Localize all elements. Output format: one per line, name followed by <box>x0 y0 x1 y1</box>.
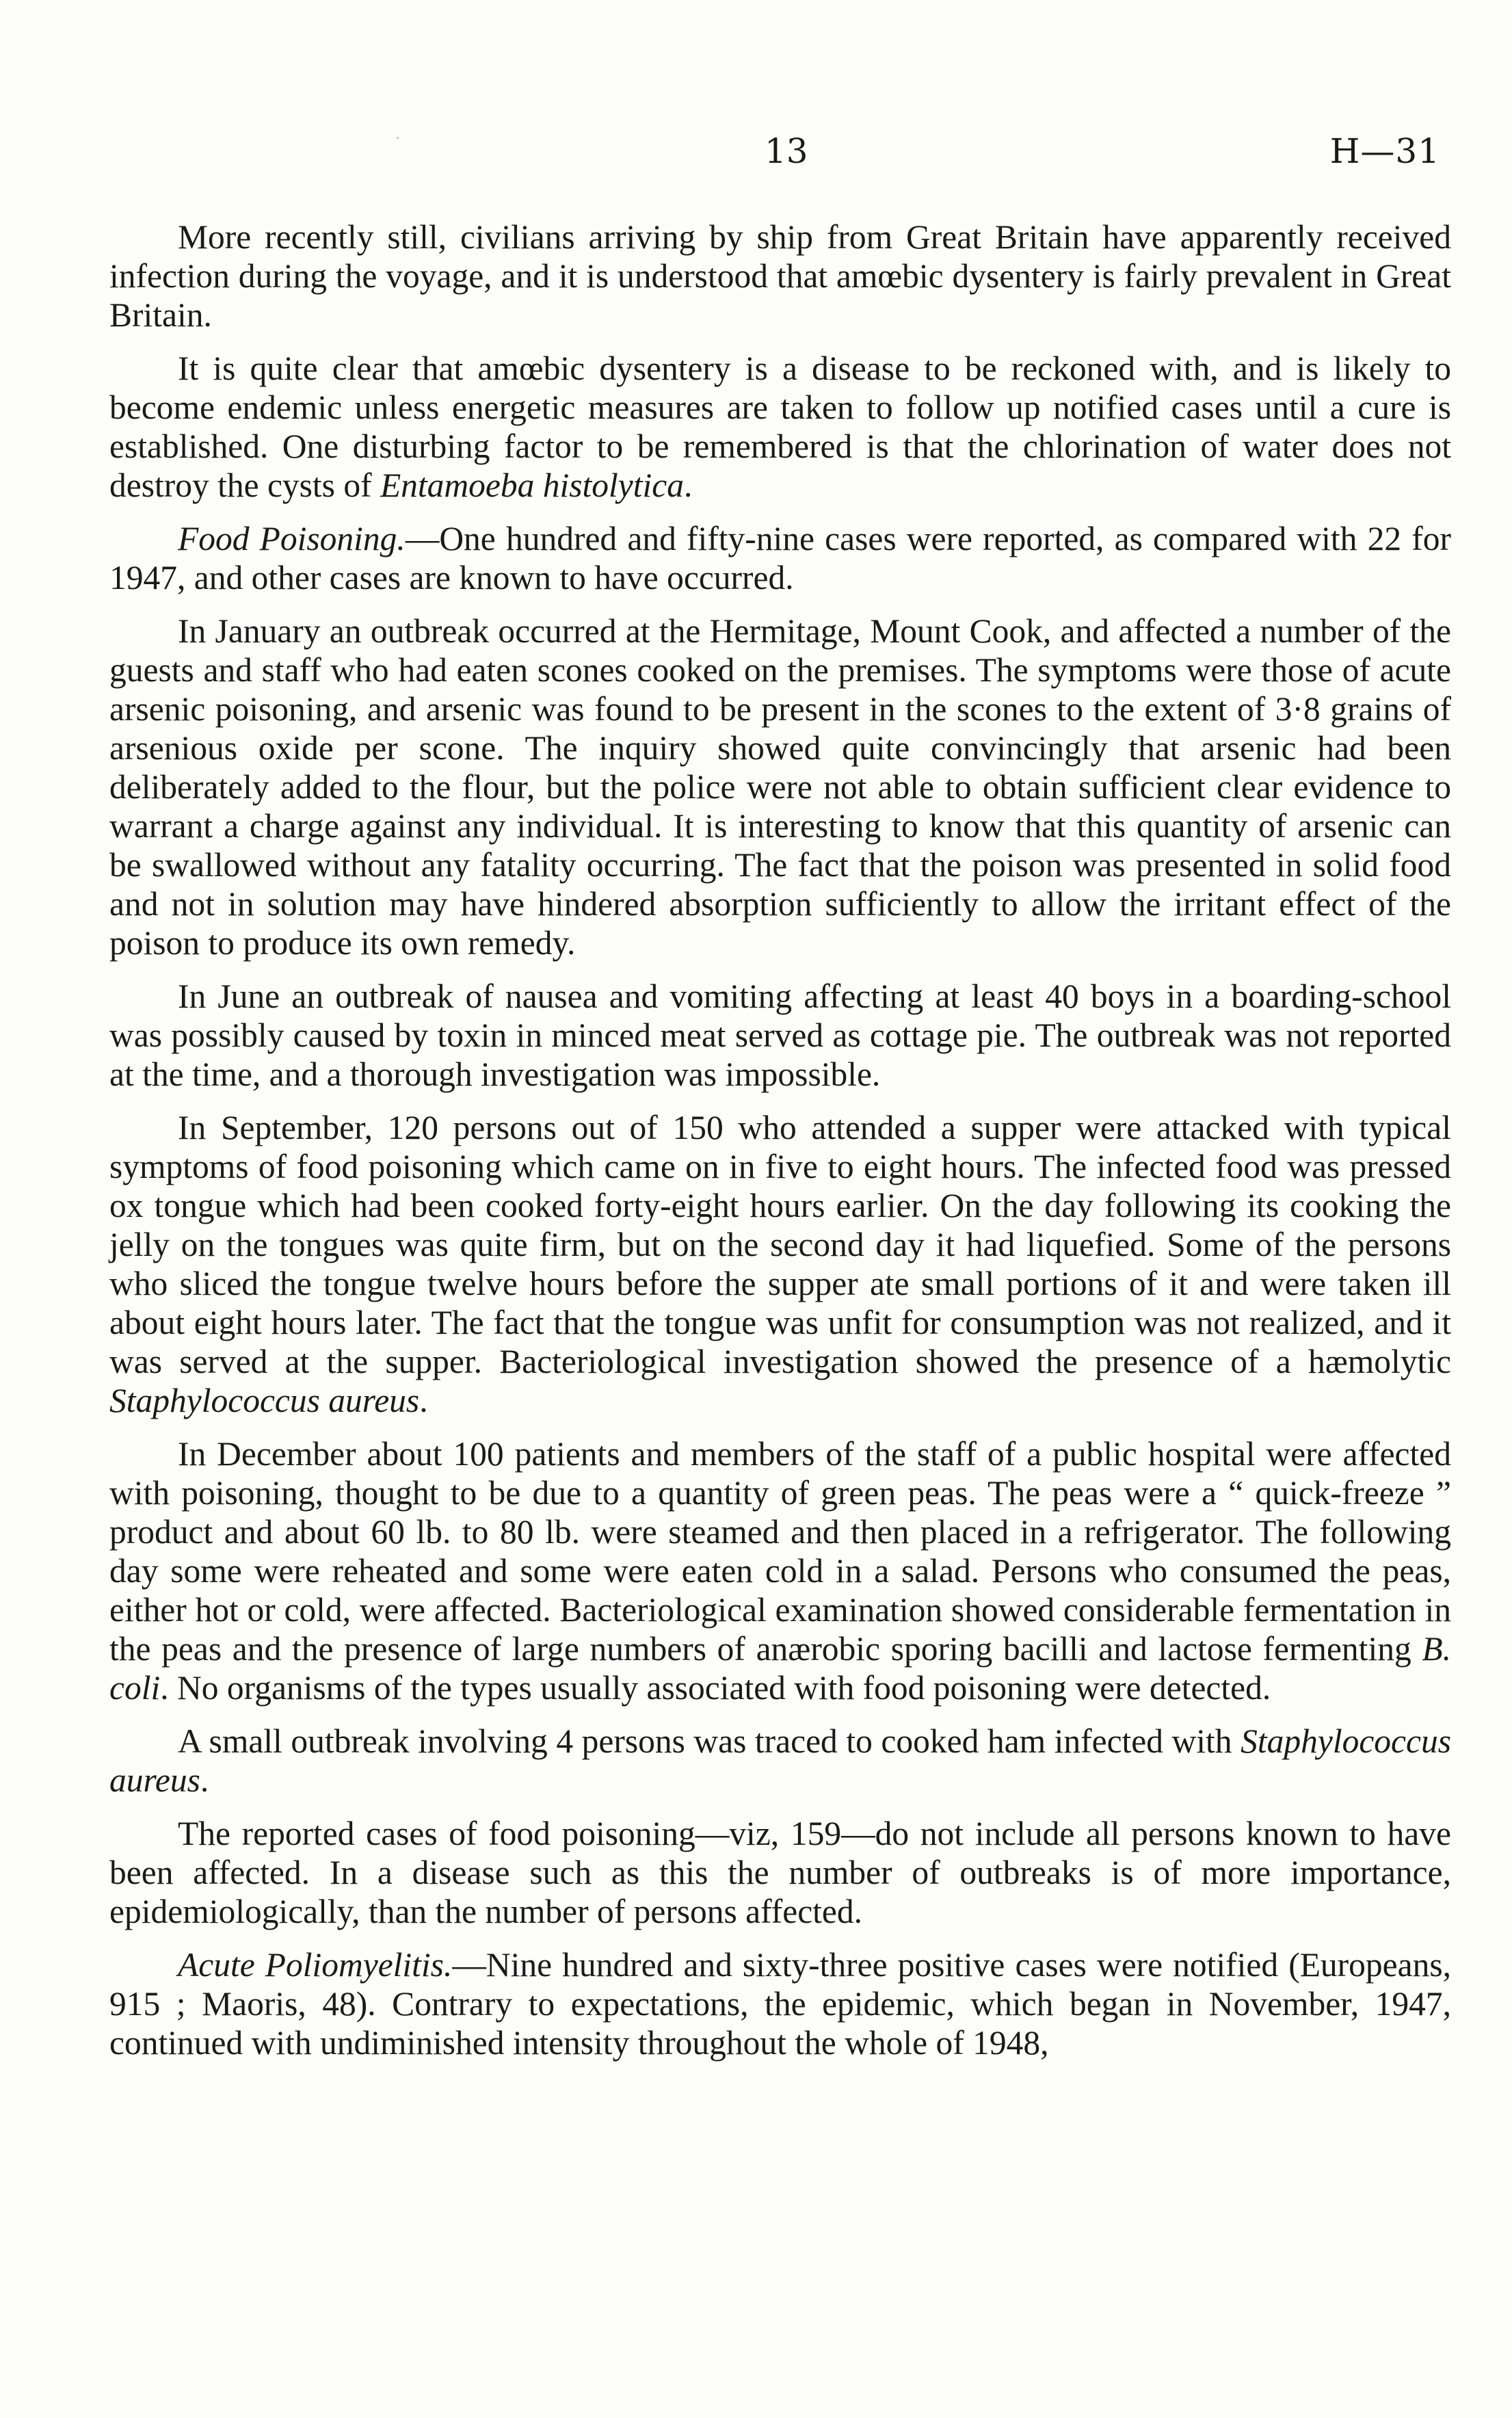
species-name: B. coli <box>109 1630 1451 1707</box>
paragraph-poliomyelitis <box>109 1945 1451 2062</box>
species-name: Entamoeba histolytica <box>380 466 684 504</box>
paragraph-text: . <box>684 466 693 504</box>
body-text <box>109 218 1451 2077</box>
page-number: 13 <box>765 131 808 171</box>
paragraph-text: More recently still, civilians arriving by ship from Great Britain have apparently received infection during the voyage, and it is understood that amœbic dysentery is fairly prevalent in Great Britain. <box>109 218 1451 334</box>
paragraph-text: It is quite clear that amœbic dysentery is a disease to be reckoned with, and is likely to become endemic unless energetic measures are taken to follow up notified cases until a cure is established. One disturbing factor to be remembered is that the chlorination of water does not destroy the cysts of <box>109 350 1451 504</box>
paragraph-text: . <box>419 1382 428 1419</box>
paragraph-text: In June an outbreak of nausea and vomiting affecting at least 40 boys in a boarding-school was possibly caused by toxin in minced meat served as cottage pie. The outbreak was not reported at the time, and a thorough investigation was impossible. <box>109 977 1451 1093</box>
paragraph-text: —One hundred and fifty-nine cases were reported, as compared with 22 for 1947, and other cases are known to have occurred. <box>109 520 1451 596</box>
page-header <box>0 131 1512 179</box>
paragraph-ox-tongue <box>109 1108 1451 1420</box>
species-name: Staphylococcus aureus <box>109 1722 1451 1799</box>
paragraph-text: In January an outbreak occurred at the Hermitage, Mount Cook, and affected a number of the guests and staff who had eaten scones cooked on the premises. The symptoms were those of acute arsenic poisoning, and arsenic was found to be present in the scones to the extent of 3·8 grains of arsenious oxide per scone. The inquiry showed quite convincingly that arsenic had been deliberately added to the flour, but the police were not able to obtain sufficient clear evidence to warrant a charge against any individual. It is interesting to know that this quantity of arsenic can be swallowed without any fatality occurring. The fact that the poison was presented in solid food and not in solution may have hindered absorption sufficiently to allow the irritant effect of the poison to produce its own remedy. <box>109 612 1451 962</box>
paragraph-text: . No organisms of the types usually associated with food poisoning were detected. <box>160 1669 1271 1707</box>
paragraph-civilians <box>109 218 1451 334</box>
paragraph-text: . <box>200 1761 209 1799</box>
paragraph-green-peas <box>109 1434 1451 1707</box>
species-name: Staphylococcus aureus <box>109 1382 420 1419</box>
section-heading: Food Poisoning. <box>178 520 406 557</box>
paragraph-cooked-ham <box>109 1722 1451 1800</box>
paragraph-text: In December about 100 patients and members of the staff of a public hospital were affected with poisoning, thought to be due to a quantity of green peas. The peas were a “ quick-freeze ” product and about 60 lb. to 80 lb. were steamed and then placed in a refrigerator. The following day some were reheated and some were eaten cold in a salad. Persons who consumed the peas, either hot or cold, were affected. Bacteriological examination showed considerable fermentation in the peas and the presence of large numbers of anærobic sporing bacilli and lactose fermenting <box>109 1435 1451 1668</box>
paragraph-text: In September, 120 persons out of 150 who attended a supper were attacked with typical symptoms of food poisoning which came on in five to eight hours. The infected food was pressed ox tongue which had been cooked forty-eight hours earlier. On the day following its cooking the jelly on the tongues was quite firm, but on the second day it had liquefied. Some of the persons who sliced the tongue twelve hours before the supper ate small portions of it and were taken ill about eight hours later. The fact that the tongue was unfit for consumption was not realized, and it was served at the supper. Bacteriological investigation showed the presence of a hæmolytic <box>109 1109 1451 1380</box>
paragraph-food-poisoning <box>109 519 1451 597</box>
paragraph-text: The reported cases of food poisoning—viz, 159—do not include all persons known to have been affected. In a disease such as this the number of outbreaks is of more importance, epidemiologically, than the number of persons affected. <box>109 1815 1451 1930</box>
section-heading: Acute Poliomyelitis. <box>178 1946 453 1984</box>
paragraph-text: —Nine hundred and sixty-three positive cases were notified (Europeans, 915 ; Maoris, 48). Contrary to expectations, the epidemic, which began in November, 1947, continued with undiminished intensity throughout the whole of 1948, <box>109 1946 1451 2062</box>
paragraph-reported-cases <box>109 1814 1451 1931</box>
document-reference: H—31 <box>1329 131 1440 171</box>
paragraph-amoebic-dysentery <box>109 349 1451 505</box>
paragraph-hermitage-outbreak <box>109 612 1451 962</box>
paragraph-text: A small outbreak involving 4 persons was traced to cooked ham infected with <box>178 1722 1241 1760</box>
paragraph-boarding-school <box>109 977 1451 1094</box>
